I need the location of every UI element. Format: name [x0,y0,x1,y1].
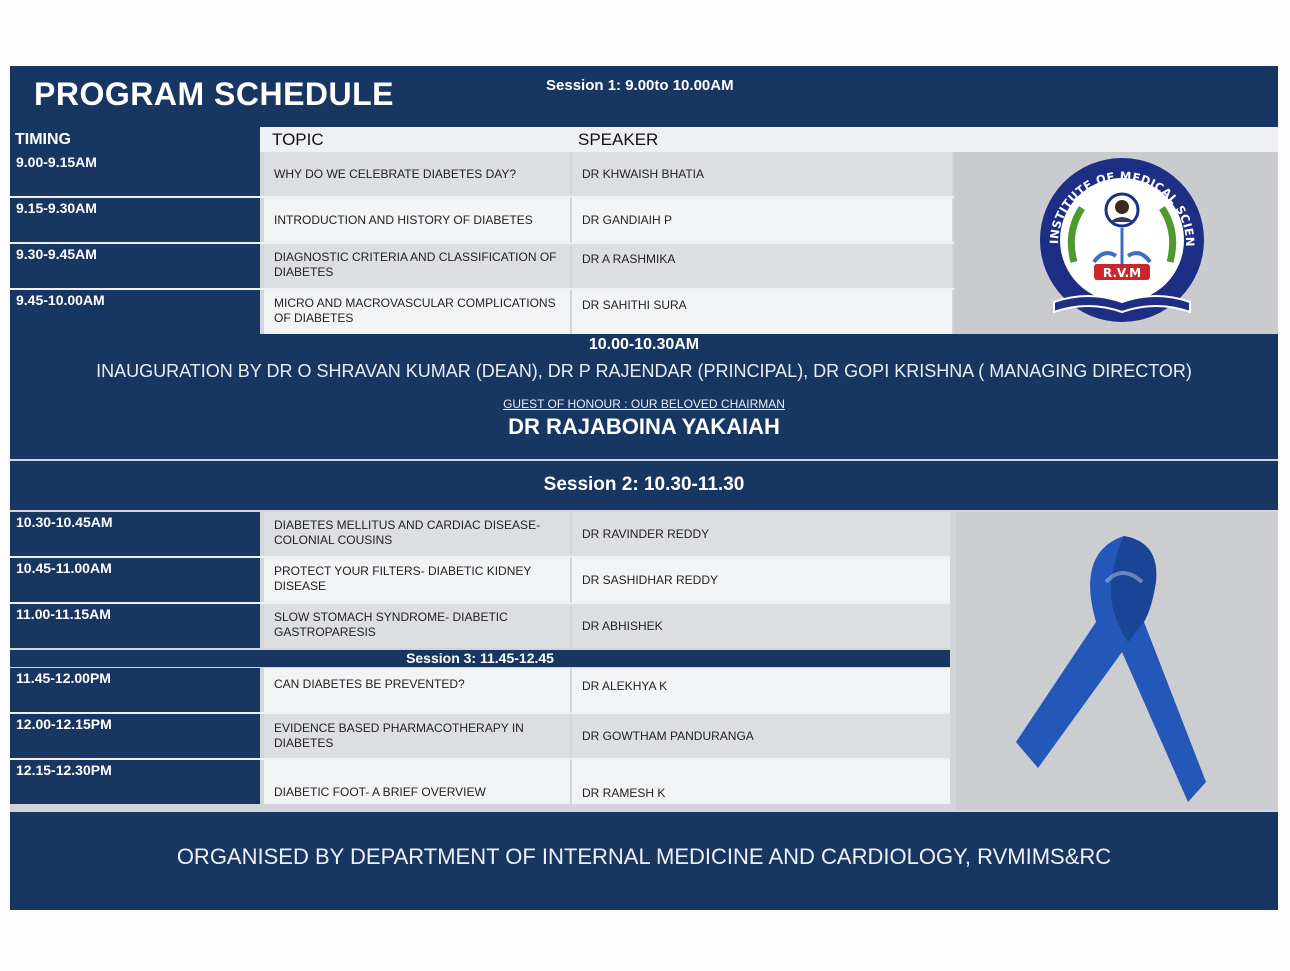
logo-panel [954,152,1278,334]
time-cell: 9.00-9.15AM [10,152,260,196]
time-cell: 12.15-12.30PM [10,760,260,804]
topic-cell: DIABETES MELLITUS AND CARDIAC DISEASE- COLONIAL COUSINS [264,512,570,556]
institute-logo [954,152,1278,334]
logo-ring-text: INSTITUTE OF MEDICAL SCIEN [1046,168,1198,248]
speaker-cell: DR GOWTHAM PANDURANGA [572,714,950,758]
speaker-header: SPEAKER [578,130,659,149]
session1-label: Session 1: 9.00to 10.00AM [546,77,734,94]
topic-cell: DIAGNOSTIC CRITERIA AND CLASSIFICATION OF DIABETES [264,244,570,288]
timing-header: TIMING [10,127,260,152]
time-cell: 10.45-11.00AM [10,558,260,602]
time-cell: 12.00-12.15PM [10,714,260,758]
speaker-cell: DR RAMESH K [572,760,950,804]
inauguration-time: 10.00-10.30AM [588,336,700,353]
topic-cell: CAN DIABETES BE PREVENTED? [264,668,570,712]
speaker-cell: DR SASHIDHAR REDDY [572,558,950,602]
inauguration-band [10,334,1278,459]
table-header [10,127,1278,152]
time-cell: 9.30-9.45AM [10,244,260,288]
ribbon-panel [956,512,1278,810]
page-title: PROGRAM SCHEDULE [34,76,395,112]
topic-header: TOPIC [272,130,324,149]
organiser-text: ORGANISED BY DEPARTMENT OF INTERNAL MEDICINE AND CARDIOLOGY, RVMIMS&RC [176,844,1112,869]
time-cell: 9.45-10.00AM [10,290,260,334]
topic-cell: WHY DO WE CELEBRATE DIABETES DAY? [264,152,570,196]
topic-cell: PROTECT YOUR FILTERS- DIABETIC KIDNEY DISEASE [264,558,570,602]
speaker-cell: DR RAVINDER REDDY [572,512,950,556]
speaker-cell: DR GANDIAIH P [572,198,952,242]
chairman-name: DR RAJABOINA YAKAIAH [508,414,780,439]
speaker-cell: DR ALEKHYA K [572,668,950,712]
time-cell: 10.30-10.45AM [10,512,260,556]
session3-title: Session 3: 11.45-12.45 [10,650,950,667]
topic-cell: SLOW STOMACH SYNDROME- DIABETIC GASTROPARESIS [264,604,570,648]
header-band [10,66,1278,127]
session2-band [10,461,1278,510]
time-cell: 11.45-12.00PM [10,668,260,712]
inauguration-text: INAUGURATION BY DR O SHRAVAN KUMAR (DEAN), DR P RAJENDAR (PRINCIPAL), DR GOPI KRISHNA ( MANAGING DIRECTOR) [96,361,1192,381]
speaker-cell: DR SAHITHI SURA [572,290,952,334]
topic-cell: DIABETIC FOOT- A BRIEF OVERVIEW [264,760,570,804]
guest-of-honour-label: GUEST OF HONOUR : OUR BELOVED CHAIRMAN [503,397,785,411]
logo-initials: R.V.M [1102,266,1142,280]
time-cell: 11.00-11.15AM [10,604,260,648]
topic-cell: MICRO AND MACROVASCULAR COMPLICATIONS OF DIABETES [264,290,570,334]
footer-band [10,812,1278,910]
speaker-cell: DR KHWAISH BHATIA [572,152,952,196]
speaker-cell: DR ABHISHEK [572,604,950,648]
blue-ribbon-icon [956,512,1278,810]
speaker-cell: DR A RASHMIKA [572,244,952,288]
time-cell: 9.15-9.30AM [10,198,260,242]
topic-cell: INTRODUCTION AND HISTORY OF DIABETES [264,198,570,242]
session2-title: Session 2: 10.30-11.30 [543,474,745,495]
schedule-sheet [10,66,1278,910]
topic-cell: EVIDENCE BASED PHARMACOTHERAPY IN DIABETES [264,714,570,758]
